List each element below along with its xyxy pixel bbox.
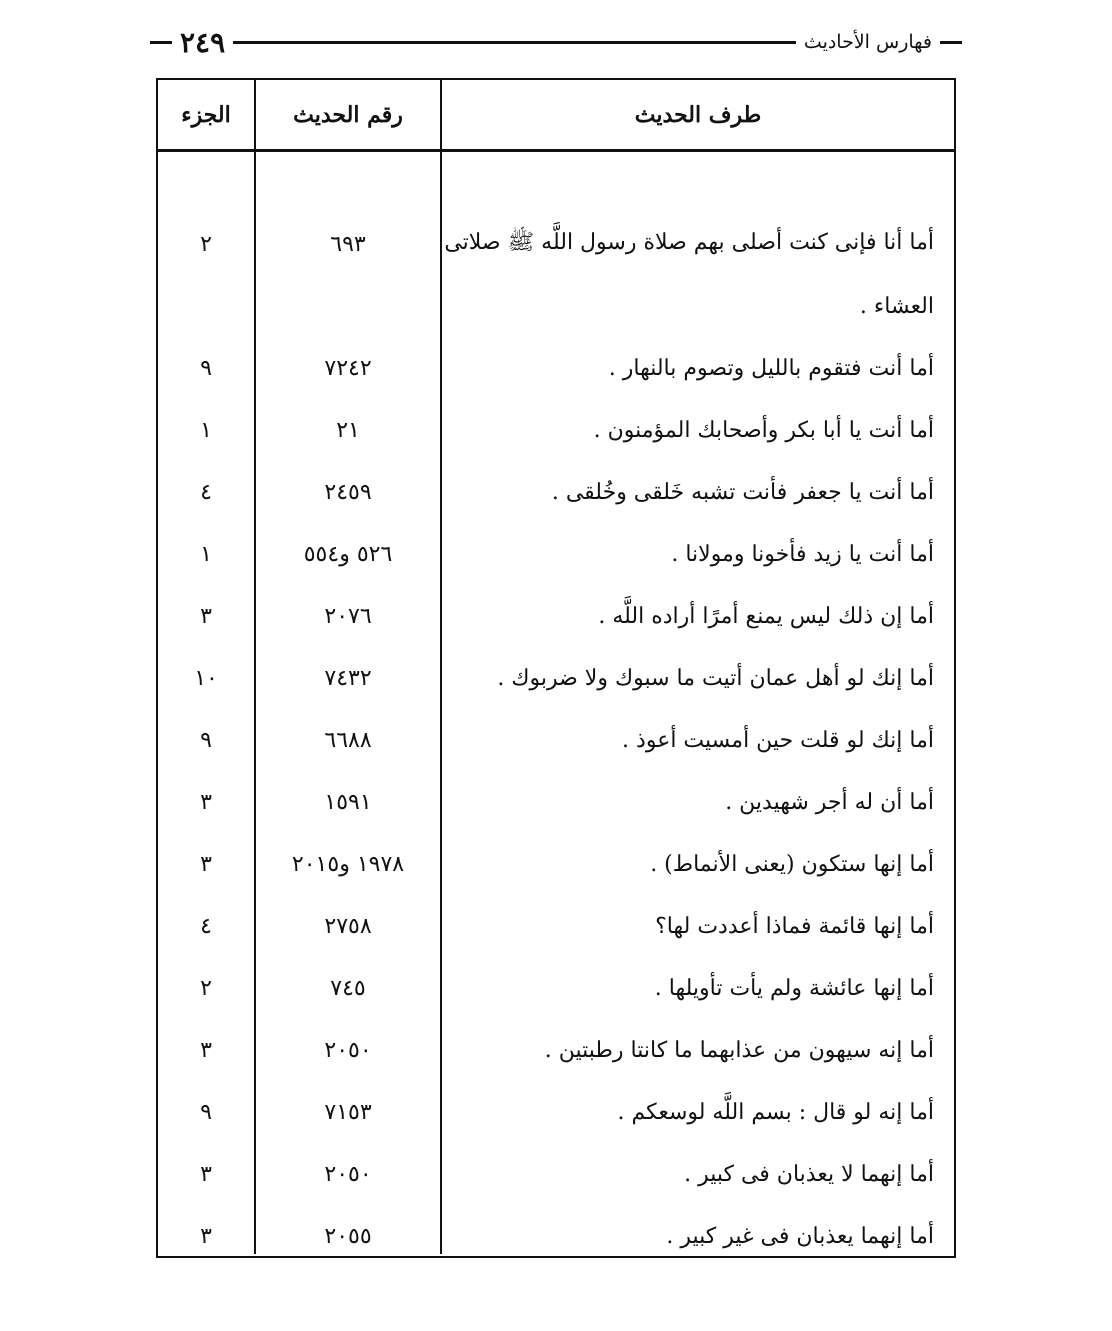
hadith-number: ٧٤٥ (330, 975, 366, 1001)
column-header-part: الجزء (158, 80, 256, 149)
column-part (158, 152, 256, 1254)
volume-number: ٣ (200, 789, 212, 815)
column-number (256, 152, 442, 1254)
column-header-text: طرف الحديث (634, 101, 762, 128)
volume-number: ٣ (200, 603, 212, 629)
volume-number: ٩ (200, 355, 212, 381)
volume-number: ٩ (200, 1099, 212, 1125)
hadith-number: ٥٢٦ و٥٥٤ (303, 541, 393, 567)
hadith-text: العشاء . (859, 293, 934, 319)
hadith-number: ٢٠٥٠ (324, 1037, 372, 1063)
hadith-text: أما إنه سيهون من عذابهما ما كانتا رطبتين . (544, 1037, 934, 1063)
header-dash (940, 41, 962, 44)
hadith-number: ٧٢٤٢ (324, 355, 372, 381)
volume-number: ٣ (200, 1161, 212, 1187)
header-dash-end (150, 41, 172, 44)
hadith-text: أما إنها قائمة فماذا أعددت لها؟ (655, 913, 934, 939)
volume-number: ٣ (200, 851, 212, 877)
hadith-number: ٧٤٣٢ (324, 665, 372, 691)
volume-number: ٣ (200, 1037, 212, 1063)
header-title: فهارس الأحاديث (803, 31, 932, 53)
page-number: ٢٤٩ (180, 25, 226, 59)
hadith-number: ١٥٩١ (324, 789, 372, 815)
hadith-text: أما أنت يا زيد فأخونا ومولانا . (671, 541, 934, 567)
hadith-number: ٢٧٥٨ (324, 913, 372, 939)
hadith-text: أما إنك لو قلت حين أمسيت أعوذ . (622, 727, 934, 753)
hadith-number: ٦٦٨٨ (324, 727, 372, 753)
hadith-number: ٢١ (336, 417, 360, 443)
hadith-text: أما أنت فتقوم بالليل وتصوم بالنهار . (608, 355, 934, 381)
table-body (158, 152, 954, 1254)
volume-number: ١ (200, 541, 212, 567)
hadith-text: أما أنا فإنى كنت أصلى بهم صلاة رسول اللَّه ﷺ صلاتى (444, 230, 934, 255)
hadith-text: أما أن له أجر شهيدين . (725, 789, 934, 815)
volume-number: ١ (200, 417, 212, 443)
volume-number: ٤ (200, 913, 212, 939)
hadith-index-table (156, 78, 956, 1258)
volume-number: ٢ (200, 975, 212, 1001)
volume-number: ٤ (200, 479, 212, 505)
column-text (442, 152, 954, 1254)
column-header-number: رقم الحديث (256, 80, 442, 149)
hadith-text: أما إنه لو قال : بسم اللَّه لوسعكم . (617, 1099, 934, 1125)
table-header (158, 80, 954, 152)
hadith-text: أما إن ذلك ليس يمنع أمرًا أراده اللَّه . (598, 603, 934, 629)
hadith-text: أما إنها عائشة ولم يأت تأويلها . (654, 975, 934, 1001)
running-header (150, 24, 962, 60)
header-rule (233, 41, 796, 44)
volume-number: ٣ (200, 1223, 212, 1249)
hadith-number: ٢٠٧٦ (324, 603, 372, 629)
volume-number: ٢ (200, 231, 212, 257)
volume-number (158, 275, 254, 337)
hadith-text: أما إنك لو أهل عمان أتيت ما سبوك ولا ضربوك . (497, 665, 934, 691)
hadith-text: أما إنهما يعذبان فى غير كبير . (666, 1223, 934, 1249)
volume-number: ٩ (200, 727, 212, 753)
volume-number: ١٠ (194, 665, 218, 691)
hadith-number (256, 275, 440, 337)
hadith-number: ٢٠٥٥ (324, 1223, 372, 1249)
hadith-number: ٧١٥٣ (324, 1099, 372, 1125)
hadith-text: أما إنهما لا يعذبان فى كبير . (684, 1161, 934, 1187)
hadith-number: ١٩٧٨ و٢٠١٥ (291, 851, 405, 877)
hadith-number: ٢٤٥٩ (324, 479, 372, 505)
hadith-number: ٢٠٥٠ (324, 1161, 372, 1187)
hadith-text: أما إنها ستكون (يعنى الأنماط) . (650, 851, 934, 877)
hadith-number: ٦٩٣ (330, 231, 366, 257)
hadith-text: أما أنت يا أبا بكر وأصحابك المؤمنون . (593, 417, 934, 443)
hadith-text: أما أنت يا جعفر فأنت تشبه خَلقى وخُلقى . (551, 479, 934, 505)
